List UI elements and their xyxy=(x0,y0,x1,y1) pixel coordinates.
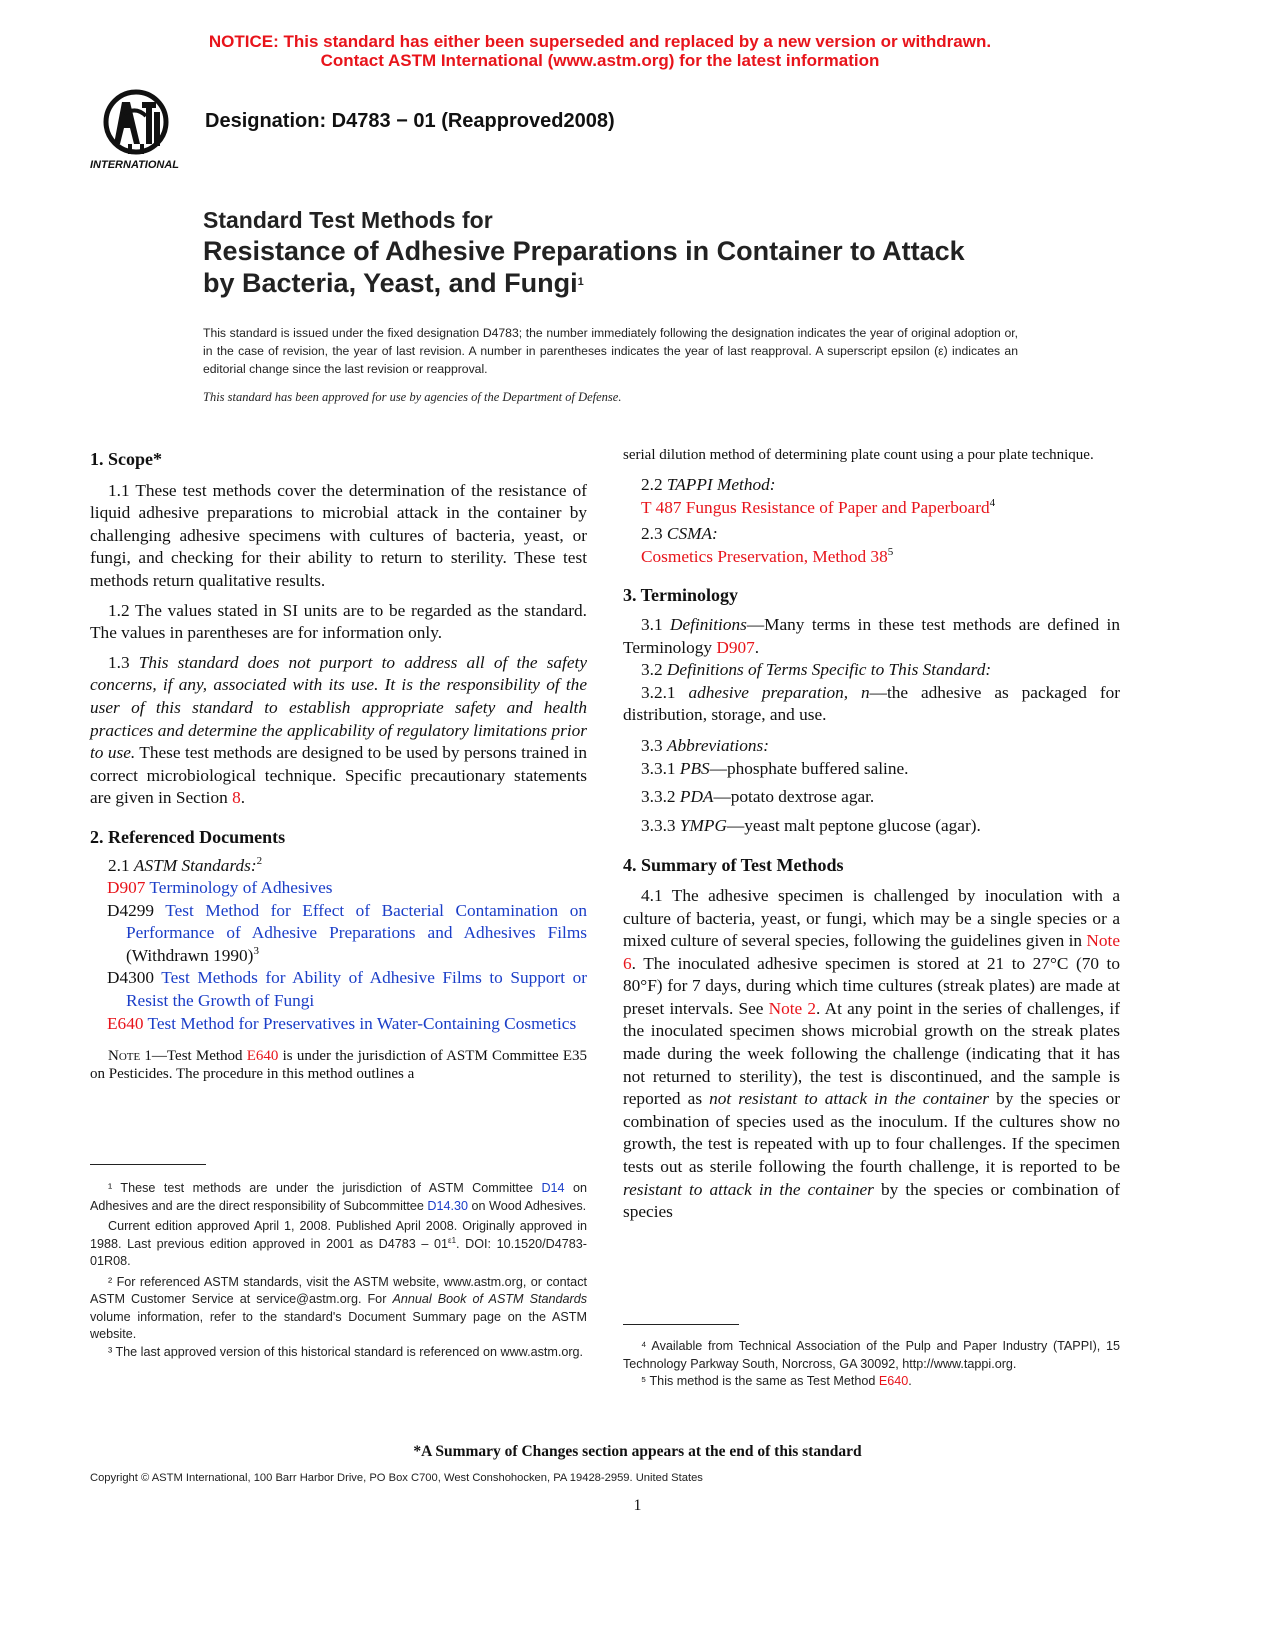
footnote-rule-left xyxy=(90,1164,206,1165)
footnotes-left xyxy=(90,1180,587,1361)
note-e640-link[interactable]: E640 xyxy=(246,1048,279,1065)
title-line-1: Standard Test Methods for xyxy=(203,207,493,233)
title-line-3: by Bacteria, Yeast, and Fungi xyxy=(203,268,578,298)
paragraph-3-2: 3.2 Definitions of Terms Specific to This Standard: xyxy=(641,660,992,680)
page-number: 1 xyxy=(633,1497,642,1514)
footnote-1: ¹ These test methods are under the jurisdiction of ASTM Committee D14 on Adhesives and are the direct responsibility of Subcommittee D14.30 on Wood Adhesives. xyxy=(90,1181,587,1213)
footnote-rule-right xyxy=(623,1324,739,1325)
designation: Designation: D4783 − 01 (Reapproved2008) xyxy=(205,110,615,132)
paragraph-2-2: 2.2 TAPPI Method: xyxy=(641,475,776,494)
note-6-link[interactable]: Note 6 xyxy=(623,931,1120,973)
title-footnote-mark: 1 xyxy=(577,276,584,288)
ref-title-link[interactable]: Test Method for Preservatives in Water-Containing Cosmetics xyxy=(147,1013,577,1033)
supersede-notice xyxy=(0,32,1200,70)
paragraph-4-1: 4.1 The adhesive specimen is challenged by inoculation with a culture of bacteria, yeast, or fungi, which may be a single species or a mixed culture of several species, following the guidelines given in Note 6. The inoculated adhesive specimen is stored at 21 to 27°C (70 to 80°F) for 7 days, during which time cultures (streak plates) are made at preset intervals. See Note 2. At any point in the series of challenges, if the inoculated specimen shows microbial growth on the streak plates made during the week following the challenge (indicating that it has not returned to sterility), the test is discontinued, and the sample is reported as not resistant to attack in the container by the species or combination of species used as the inoculum. If the cultures show no growth, the test is repeated with up to four challenges. If the specimen tests out as sterile following the fourth challenge, it is reported to be resistant to attack in the container by the species or combination of species xyxy=(623,885,1120,1222)
section-8-link[interactable]: 8 xyxy=(232,788,241,808)
paragraph-3-3-3: 3.3.3 YMPG—yeast malt peptone glucose (agar). xyxy=(641,815,981,835)
csma-reference: Cosmetics Preservation, Method $38^5$ xyxy=(641,545,894,566)
right-column xyxy=(623,446,1120,1224)
footnote-e640-link[interactable]: E640 xyxy=(878,1374,909,1388)
terminology-d907-link[interactable]: D907 xyxy=(716,637,755,657)
ref-item-e640 xyxy=(90,1013,587,1036)
footnote-4: ⁴ Available from Technical Association of the Pulp and Paper Industry (TAPPI), 15 Technology Parkway South, Norcross, GA 30092, http://www.tappi.org. xyxy=(623,1339,1120,1371)
committee-d14-link[interactable]: D14 xyxy=(541,1181,565,1195)
paragraph-3-3-1: 3.3.1 PBS—phosphate buffered saline. xyxy=(641,758,909,778)
note-1-continuation: serial dilution method of determining plate count using a pour plate technique. xyxy=(623,447,1094,463)
subcommittee-link[interactable]: D14.30 xyxy=(427,1198,469,1213)
note-1: Note 1—Test Method E640 is under the jurisdiction of ASTM Committee E35 on Pesticides. The procedure in this method outlines a xyxy=(90,1048,587,1083)
footnote-2: ² For referenced ASTM standards, visit the ASTM website, www.astm.org, or contact ASTM Customer Service at service@astm.org. For Annual Book of ASTM Standards volume information, refer to the standard's Document Summary page on the ASTM website. xyxy=(90,1274,587,1341)
astm-logo xyxy=(88,84,200,174)
footnote-1-edition: Current edition approved April 1, 2008. Published April 2008. Originally approved in 1988. Last previous edition approved in 2001 as $D4783 - 01^{\varepsilon 1}$. DOI: 10.1520/D4783-01R08. xyxy=(90,1219,587,1268)
section-heading-summary: 4. Summary of Test Methods xyxy=(623,855,844,876)
tappi-reference: T 487 Fungus Resistance of Paper and Paperboard$^4$ xyxy=(641,496,996,517)
paragraph-1-1: 1.1 These test methods cover the determination of the resistance of liquid adhesive preparations to microbial attack in the container by challenging adhesive specimens with cultures of bacteria, yeast, or fungi, and checking for their ability to return to sterility. These test methods return qualitative results. xyxy=(90,480,587,590)
section-heading-terminology: 3. Terminology xyxy=(623,585,739,606)
ref-title-link[interactable]: Test Methods for Ability of Adhesive Films to Support or Resist the Growth of Fungi xyxy=(126,968,587,1011)
paragraph-3-2-1: 3.2.1 adhesive preparation, n—the adhesive as packaged for distribution, storage, and use. xyxy=(623,682,1120,725)
paragraph-3-3: 3.3 Abbreviations: xyxy=(641,735,769,755)
left-column xyxy=(90,448,587,1083)
footnotes-right xyxy=(623,1338,1120,1391)
paragraph-2-3: 2.3 CSMA: xyxy=(641,524,718,544)
paragraph-1-2: 1.2 The values stated in SI units are to be regarded as the standard. The values in parentheses are for information only. xyxy=(90,600,587,643)
footnote-5: ⁵ This method is the same as Test Method E640. xyxy=(641,1374,912,1388)
tappi-link[interactable]: T 487 Fungus Resistance of Paper and Paperboard xyxy=(641,497,990,517)
ref-title-link[interactable]: Terminology of Adhesives xyxy=(149,878,333,898)
csma-link[interactable]: Cosmetics Preservation, Method 38 xyxy=(641,546,888,566)
ref-code-link[interactable]: D907 xyxy=(107,878,146,898)
section-heading-scope: 1. Scope* xyxy=(90,449,162,469)
note-2-link[interactable]: Note 2 xyxy=(768,998,817,1018)
paragraph-3-3-2: 3.3.2 PDA—potato dextrose agar. xyxy=(641,787,875,807)
notice-line-2: Contact ASTM International (www.astm.org) for the latest information xyxy=(320,51,880,70)
paragraph-2-1: 2.1 ASTM Standards:$^2$ xyxy=(108,854,263,875)
notice-line-1: NOTICE: This standard has either been superseded and replaced by a new version or withdrawn. xyxy=(208,32,992,51)
summary-of-changes-notice: *A Summary of Changes section appears at the end of this standard xyxy=(413,1443,862,1460)
paragraph-3-1: 3.1 Definitions—Many terms in these test methods are defined in Terminology D907. xyxy=(623,614,1120,657)
ref-item-d907 xyxy=(90,877,587,900)
dod-statement: This standard has been approved for use by agencies of the Department of Defense. xyxy=(203,390,622,404)
issued-statement: This standard is issued under the fixed designation D4783; the number immediately following the designation indicates the year of original adoption or, in the case of revision, the year of last revision. A number in parentheses indicates the year of last reapproval. A superscript epsilon (ε) indicates an editorial change since the last revision or reapproval. xyxy=(203,326,1018,376)
footnote-3: ³ The last approved version of this historical standard is referenced on www.astm.org. xyxy=(108,1344,584,1359)
document-title xyxy=(203,205,965,299)
logo-wordmark: INTERNATIONAL xyxy=(90,159,180,171)
ref-code-link[interactable]: E640 xyxy=(107,1013,144,1033)
paragraph-1-3: 1.3 This standard does not purport to address all of the safety concerns, if any, associated with its use. It is the responsibility of the user of this standard to establish appropriate safety and health practices and determine the applicability of regulatory limitations prior to use. These test methods are designed to be used by persons trained in correct microbiological technique. Specific precautionary statements are given in Section 8. xyxy=(90,652,588,808)
copyright-line: Copyright © ASTM International, 100 Barr Harbor Drive, PO Box C700, West Conshohocken, PA 19428-2959. United States xyxy=(90,1472,703,1484)
section-heading-referenced-documents: 2. Referenced Documents xyxy=(90,826,286,847)
ref-item-d4299: D4299 Test Method for Effect of Bacterial Contamination on Performance of Adhesive Preparations and Adhesives Films (Withdrawn 1990)$^3$ xyxy=(107,900,587,965)
ref-item-d4300: D4300 Test Methods for Ability of Adhesive Films to Support or Resist the Growth of Fungi xyxy=(107,968,587,1011)
title-line-2: Resistance of Adhesive Preparations in Container to Attack xyxy=(203,236,965,266)
ref-title-link[interactable]: Test Method for Effect of Bacterial Contamination on Performance of Adhesive Preparations and Adhesives Films xyxy=(126,900,587,943)
